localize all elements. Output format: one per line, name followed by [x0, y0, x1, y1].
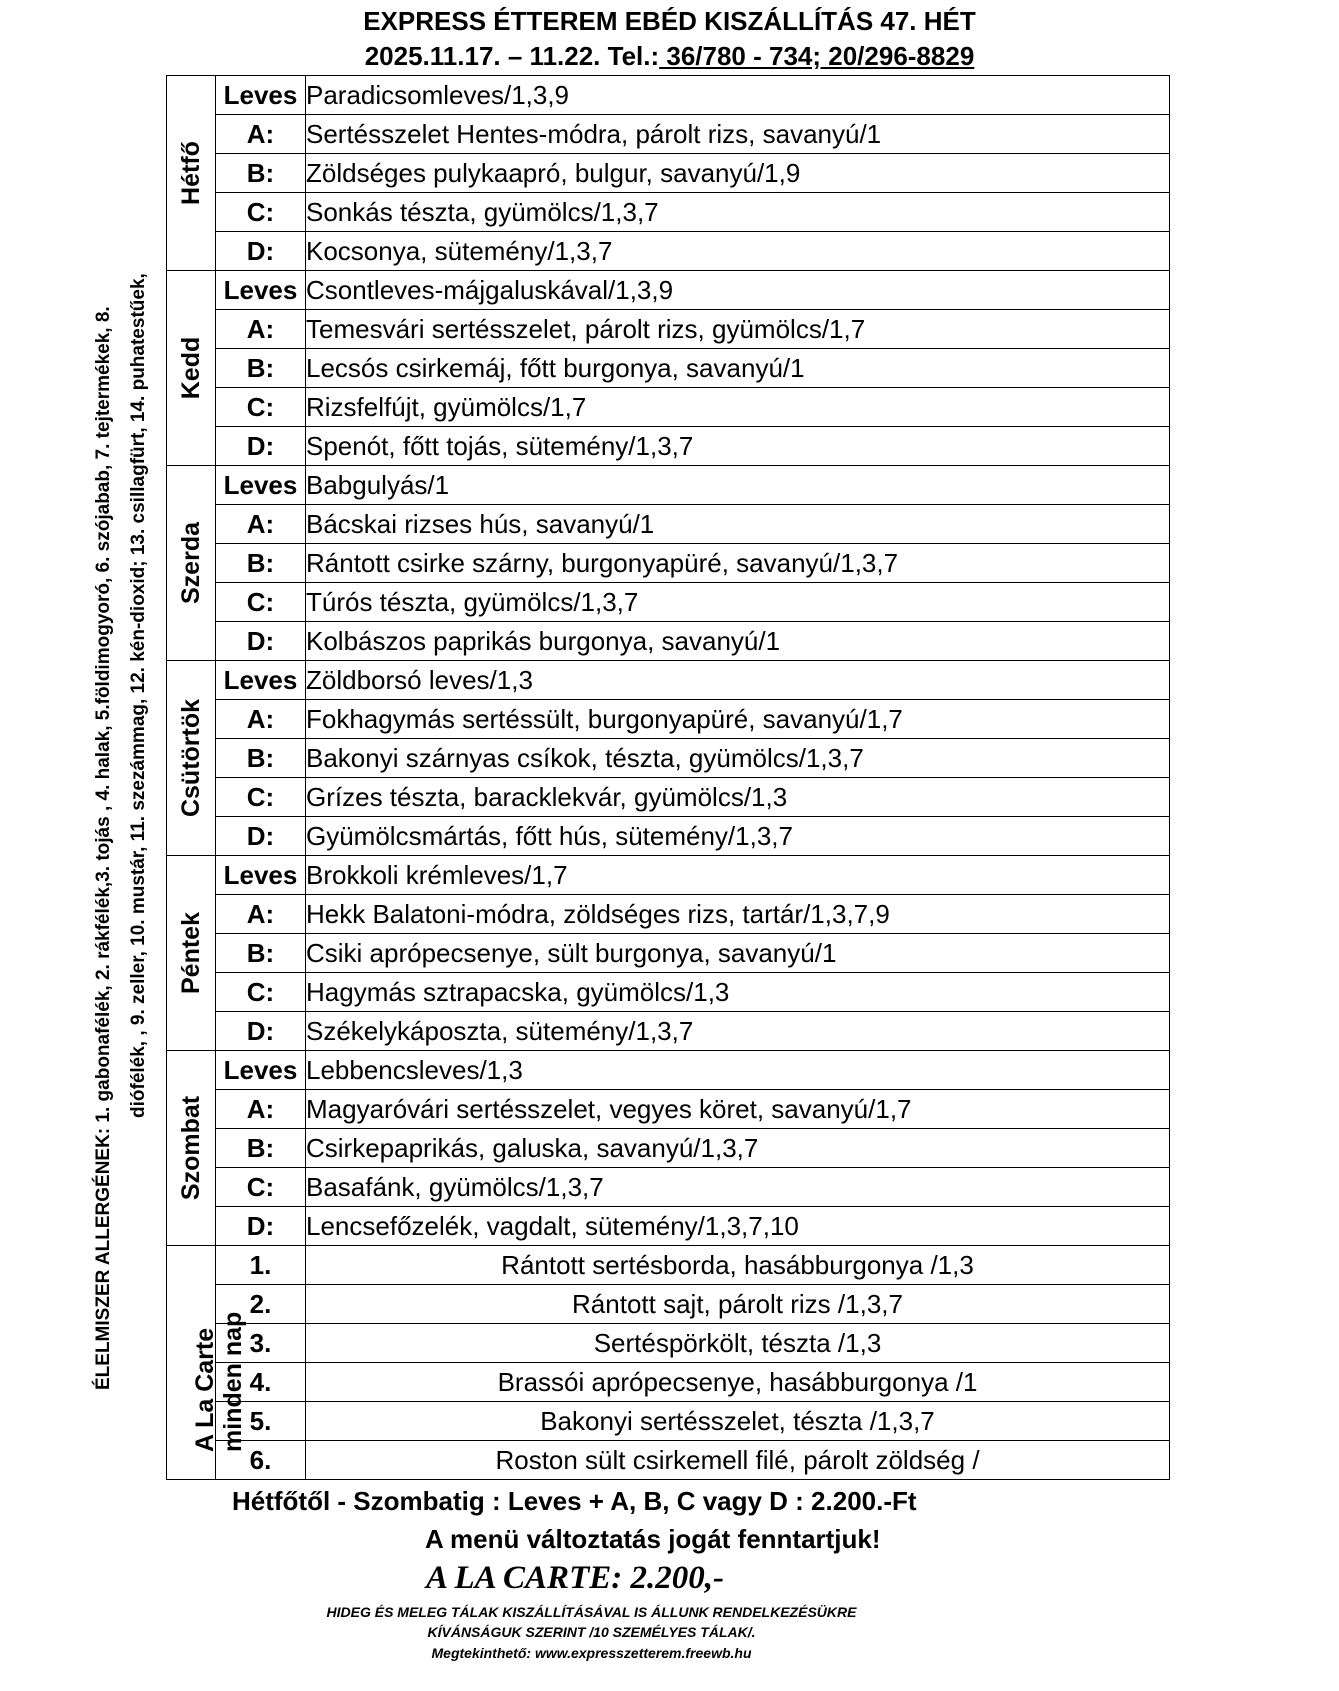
day-name: Csütörtök [177, 698, 205, 818]
dish-name: Hekk Balatoni-módra, zöldséges rizs, tartár/1,3,7,9 [306, 895, 1170, 934]
alacarte-row [167, 1441, 1170, 1480]
menu-row [167, 1129, 1170, 1168]
dish-name: Fokhagymás sertéssült, burgonyapüré, savanyú/1,7 [306, 700, 1170, 739]
course-label: Leves [216, 1051, 306, 1090]
course-label: D: [216, 1207, 306, 1246]
week-dates-and-phone [0, 39, 1339, 73]
dish-name: Magyaróvári sertésszelet, vegyes köret, savanyú/1,7 [306, 1090, 1170, 1129]
menu-row [167, 154, 1170, 193]
menu-body [167, 76, 1170, 1480]
menu-row [167, 193, 1170, 232]
phone-numbers: 36/780 - 734; 20/296-8829 [659, 41, 975, 71]
menu-price-line: Hétfőtől - Szombatig : Leves + A, B, C vagy D : 2.200.-Ft [232, 1486, 917, 1516]
alacarte-price: A LA CARTE: 2.200,- [426, 1560, 724, 1596]
alacarte-number: 2. [216, 1285, 306, 1324]
menu-row [167, 1012, 1170, 1051]
dish-name: Túrós tészta, gyümölcs/1,3,7 [306, 583, 1170, 622]
dish-name: Babgulyás/1 [306, 466, 1170, 505]
menu-row [167, 1090, 1170, 1129]
course-label: A: [216, 115, 306, 154]
allergen-list-line-1: ÉLELMISZER ALLERGÉNEK: 1. gabonafélék, 2. rákfélék,3. tojás , 4. halak, 5.földimogyoró, 6. szójabab, 7. tejtermékek, 8. [93, 306, 114, 1390]
alacarte-number: 5. [216, 1402, 306, 1441]
dish-name: Székelykáposzta, sütemény/1,3,7 [306, 1012, 1170, 1051]
alacarte-dish: Bakonyi sertésszelet, tészta /1,3,7 [306, 1402, 1170, 1441]
menu-row [167, 700, 1170, 739]
course-label: C: [216, 778, 306, 817]
dish-name: Bácskai rizses hús, savanyú/1 [306, 505, 1170, 544]
day-name: Szerda [177, 522, 205, 604]
menu-row [167, 76, 1170, 115]
dish-name: Paradicsomleves/1,3,9 [306, 76, 1170, 115]
course-label: D: [216, 427, 306, 466]
catering-note: HIDEG ÉS MELEG TÁLAK KISZÁLLÍTÁSÁVAL IS ÁLLUNK RENDELKEZÉSÜKRE [326, 1604, 857, 1620]
menu-row [167, 349, 1170, 388]
dish-name: Kolbászos paprikás burgonya, savanyú/1 [306, 622, 1170, 661]
menu-row [167, 1168, 1170, 1207]
course-label: Leves [216, 856, 306, 895]
weekly-menu-table [166, 75, 1170, 1480]
alacarte-number: 3. [216, 1324, 306, 1363]
dish-name: Rántott csirke szárny, burgonyapüré, savanyú/1,3,7 [306, 544, 1170, 583]
menu-row [167, 739, 1170, 778]
alacarte-title-line-1: A La Carte [191, 1327, 219, 1452]
day-cell [167, 1051, 216, 1246]
dish-name: Lecsós csirkemáj, főtt burgonya, savanyú/1 [306, 349, 1170, 388]
menu-row [167, 934, 1170, 973]
week-dates: 2025.11.17. – 11.22. Tel.: [364, 41, 660, 71]
dish-name: Temesvári sertésszelet, párolt rizs, gyümölcs/1,7 [306, 310, 1170, 349]
day-cell [167, 856, 216, 1051]
alacarte-dish: Rántott sajt, párolt rizs /1,3,7 [306, 1285, 1170, 1324]
alacarte-row [167, 1285, 1170, 1324]
menu-row [167, 778, 1170, 817]
menu-change-note: A menü változtatás jogát fenntartjuk! [425, 1524, 881, 1554]
dish-name: Grízes tészta, baracklekvár, gyümölcs/1,3 [306, 778, 1170, 817]
course-label: D: [216, 232, 306, 271]
day-name: Kedd [177, 336, 205, 400]
course-label: C: [216, 973, 306, 1012]
menu-row [167, 310, 1170, 349]
course-label: Leves [216, 661, 306, 700]
course-label: D: [216, 622, 306, 661]
course-label: A: [216, 895, 306, 934]
alacarte-title [191, 1312, 247, 1452]
alacarte-number: 4. [216, 1363, 306, 1402]
course-label: A: [216, 1090, 306, 1129]
menu-row [167, 466, 1170, 505]
alacarte-dish: Rántott sertésborda, hasábburgonya /1,3 [306, 1246, 1170, 1285]
dish-name: Sonkás tészta, gyümölcs/1,3,7 [306, 193, 1170, 232]
course-label: A: [216, 310, 306, 349]
dish-name: Kocsonya, sütemény/1,3,7 [306, 232, 1170, 271]
dish-name: Gyümölcsmártás, főtt hús, sütemény/1,3,7 [306, 817, 1170, 856]
day-cell [167, 76, 216, 271]
menu-row [167, 583, 1170, 622]
day-cell [167, 466, 216, 661]
menu-row [167, 661, 1170, 700]
menu-row [167, 1051, 1170, 1090]
dish-name: Rizsfelfújt, gyümölcs/1,7 [306, 388, 1170, 427]
menu-row [167, 856, 1170, 895]
alacarte-title-cell [167, 1246, 247, 1480]
alacarte-number: 6. [216, 1441, 306, 1480]
day-name: Hétfő [177, 141, 205, 205]
menu-row [167, 622, 1170, 661]
menu-row [167, 817, 1170, 856]
course-label: C: [216, 193, 306, 232]
menu-row [167, 427, 1170, 466]
alacarte-row [167, 1324, 1170, 1363]
course-label: B: [216, 934, 306, 973]
dish-name: Zöldborsó leves/1,3 [306, 661, 1170, 700]
menu-row [167, 973, 1170, 1012]
menu-row [167, 115, 1170, 154]
course-label: Leves [216, 76, 306, 115]
menu-row [167, 505, 1170, 544]
menu-row [167, 1207, 1170, 1246]
course-label: D: [216, 817, 306, 856]
course-label: B: [216, 1129, 306, 1168]
dish-name: Csontleves-májgaluskával/1,3,9 [306, 271, 1170, 310]
menu-row [167, 388, 1170, 427]
dish-name: Spenót, főtt tojás, sütemény/1,3,7 [306, 427, 1170, 466]
dish-name: Basafánk, gyümölcs/1,3,7 [306, 1168, 1170, 1207]
alacarte-title-line-2: minden nap [219, 1311, 247, 1452]
menu-row [167, 271, 1170, 310]
course-label: B: [216, 154, 306, 193]
alacarte-row [167, 1363, 1170, 1402]
course-label: D: [216, 1012, 306, 1051]
platter-note: KÍVÁNSÁGUK SZERINT /10 SZEMÉLYES TÁLAK/. [427, 1624, 756, 1640]
website-note: Megtekinthető: www.expresszetterem.freewb.hu [431, 1645, 752, 1661]
course-label: A: [216, 505, 306, 544]
dish-name: Csiki aprópecsenye, sült burgonya, savanyú/1 [306, 934, 1170, 973]
dish-name: Hagymás sztrapacska, gyümölcs/1,3 [306, 973, 1170, 1012]
alacarte-dish: Sertéspörkölt, tészta /1,3 [306, 1324, 1170, 1363]
course-label: B: [216, 349, 306, 388]
dish-name: Csirkepaprikás, galuska, savanyú/1,3,7 [306, 1129, 1170, 1168]
day-name: Szombat [177, 1095, 205, 1201]
dish-name: Sertésszelet Hentes-módra, párolt rizs, savanyú/1 [306, 115, 1170, 154]
course-label: C: [216, 1168, 306, 1207]
alacarte-number: 1. [216, 1246, 306, 1285]
allergen-list-line-2: diófélék, , 9. zeller, 10. mustár, 11. szezámmag, 12. kén-dioxid; 13. csillagfürt, 14. puhatestűek, [128, 273, 149, 1118]
alacarte-row [167, 1402, 1170, 1441]
alacarte-row [167, 1246, 1170, 1285]
alacarte-dish: Roston sült csirkemell filé, párolt zöldség / [306, 1441, 1170, 1480]
dish-name: Lebbencsleves/1,3 [306, 1051, 1170, 1090]
menu-row [167, 232, 1170, 271]
dish-name: Bakonyi szárnyas csíkok, tészta, gyümölcs/1,3,7 [306, 739, 1170, 778]
course-label: C: [216, 388, 306, 427]
dish-name: Zöldséges pulykaapró, bulgur, savanyú/1,9 [306, 154, 1170, 193]
menu-row [167, 544, 1170, 583]
day-name: Péntek [177, 912, 205, 994]
day-cell [167, 271, 216, 466]
course-label: A: [216, 700, 306, 739]
alacarte-dish: Brassói aprópecsenye, hasábburgonya /1 [306, 1363, 1170, 1402]
course-label: C: [216, 583, 306, 622]
course-label: B: [216, 739, 306, 778]
day-cell [167, 661, 216, 856]
course-label: B: [216, 544, 306, 583]
course-label: Leves [216, 271, 306, 310]
dish-name: Lencsefőzelék, vagdalt, sütemény/1,3,7,10 [306, 1207, 1170, 1246]
menu-row [167, 895, 1170, 934]
page-title: EXPRESS ÉTTEREM EBÉD KISZÁLLÍTÁS 47. HÉT [363, 6, 976, 36]
course-label: Leves [216, 466, 306, 505]
dish-name: Brokkoli krémleves/1,7 [306, 856, 1170, 895]
